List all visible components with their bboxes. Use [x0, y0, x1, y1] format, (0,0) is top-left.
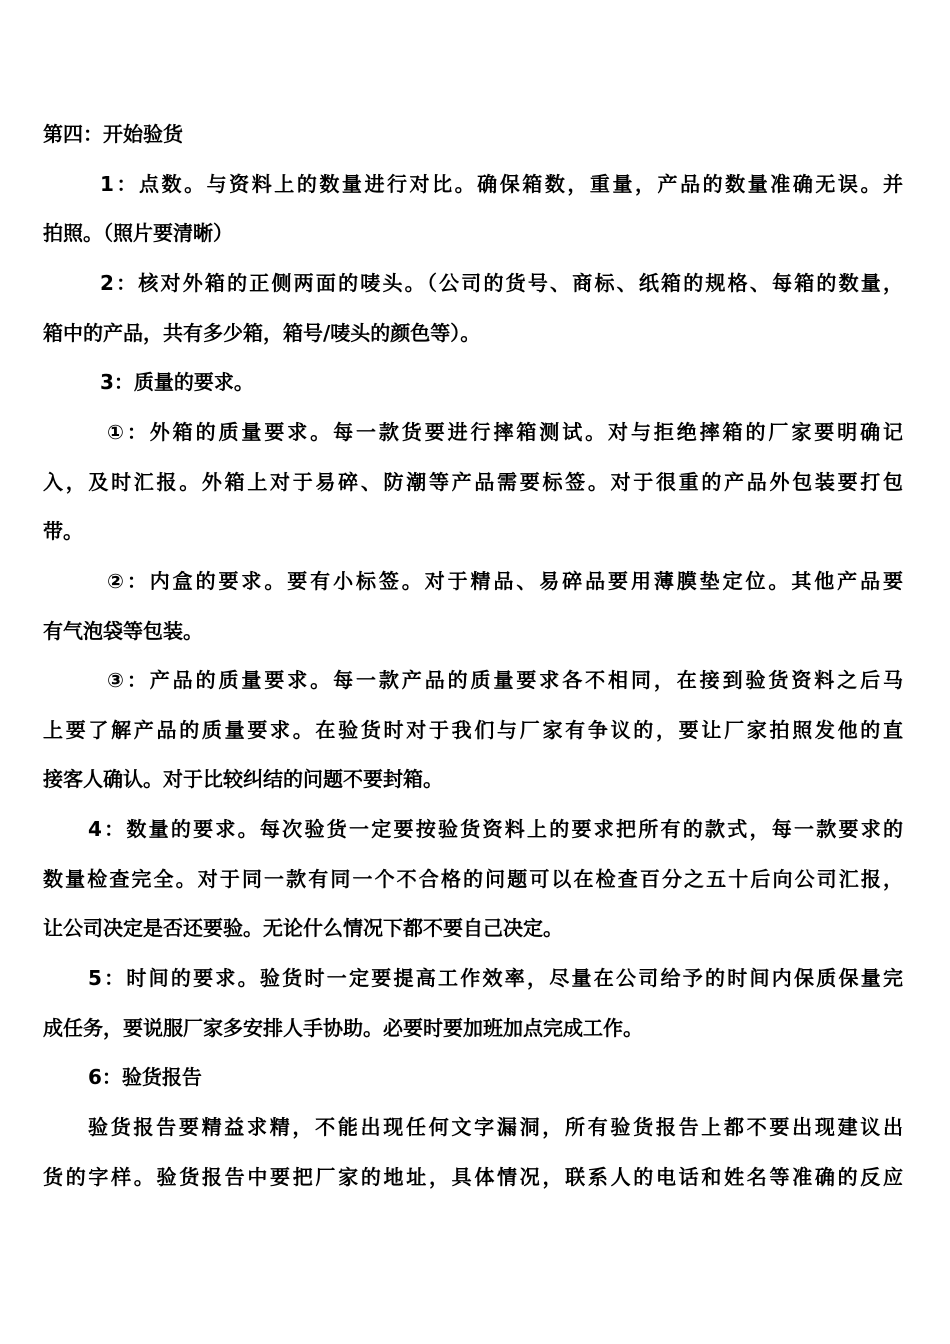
paragraph-7-line-1: 验货报告要精益求精，不能出现任何文字漏洞，所有验货报告上都不要出现建议出 [88, 1115, 903, 1139]
paragraph-3a-line-2: 入，及时汇报。外箱上对于易碎、防潮等产品需要标签。对于很重的产品外包装要打包 [43, 470, 903, 494]
paragraph-3c-line-2: 上要了解产品的质量要求。在验货时对于我们与厂家有争议的，要让厂家拍照发他的直 [43, 718, 903, 742]
paragraph-6-line-1: 6：验货报告 [88, 1065, 202, 1089]
paragraph-3c-line-3: 接客人确认。对于比较纠结的问题不要封箱。 [43, 767, 443, 791]
paragraph-7-line-2: 货的字样。验货报告中要把厂家的地址，具体情况，联系人的电话和姓名等准确的反应 [43, 1165, 903, 1189]
paragraph-3a-line-1: ①：外箱的质量要求。每一款货要进行摔箱测试。对与拒绝摔箱的厂家要明确记 [107, 420, 903, 444]
paragraph-1-line-2: 拍照。（照片要清晰） [43, 221, 233, 245]
paragraph-4-line-3: 让公司决定是否还要验。无论什么情况下都不要自己决定。 [43, 916, 563, 940]
paragraph-2-line-2: 箱中的产品，共有多少箱，箱号/唛头的颜色等）。 [43, 321, 481, 345]
paragraph-5-line-2: 成任务，要说服厂家多安排人手协助。必要时要加班加点完成工作。 [43, 1016, 643, 1040]
paragraph-3b-line-1: ②：内盒的要求。要有小标签。对于精品、易碎品要用薄膜垫定位。其他产品要 [107, 569, 903, 593]
paragraph-4-line-1: 4：数量的要求。每次验货一定要按验货资料上的要求把所有的款式，每一款要求的 [88, 817, 903, 841]
paragraph-3a-line-3: 带。 [43, 519, 83, 543]
section-heading: 第四：开始验货 [43, 122, 183, 146]
paragraph-1-line-1: 1：点数。与资料上的数量进行对比。确保箱数，重量，产品的数量准确无误。并 [100, 172, 903, 196]
paragraph-2-line-1: 2：核对外箱的正侧两面的唛头。（公司的货号、商标、纸箱的规格、每箱的数量， [100, 271, 903, 295]
paragraph-3-line-1: 3：质量的要求。 [100, 370, 254, 394]
paragraph-3b-line-2: 有气泡袋等包装。 [43, 619, 203, 643]
paragraph-4-line-2: 数量检查完全。对于同一款有同一个不合格的问题可以在检查百分之五十后向公司汇报， [43, 867, 903, 891]
paragraph-3c-line-1: ③：产品的质量要求。每一款产品的质量要求各不相同，在接到验货资料之后马 [107, 668, 903, 692]
paragraph-5-line-1: 5：时间的要求。验货时一定要提高工作效率，尽量在公司给予的时间内保质保量完 [88, 966, 903, 990]
